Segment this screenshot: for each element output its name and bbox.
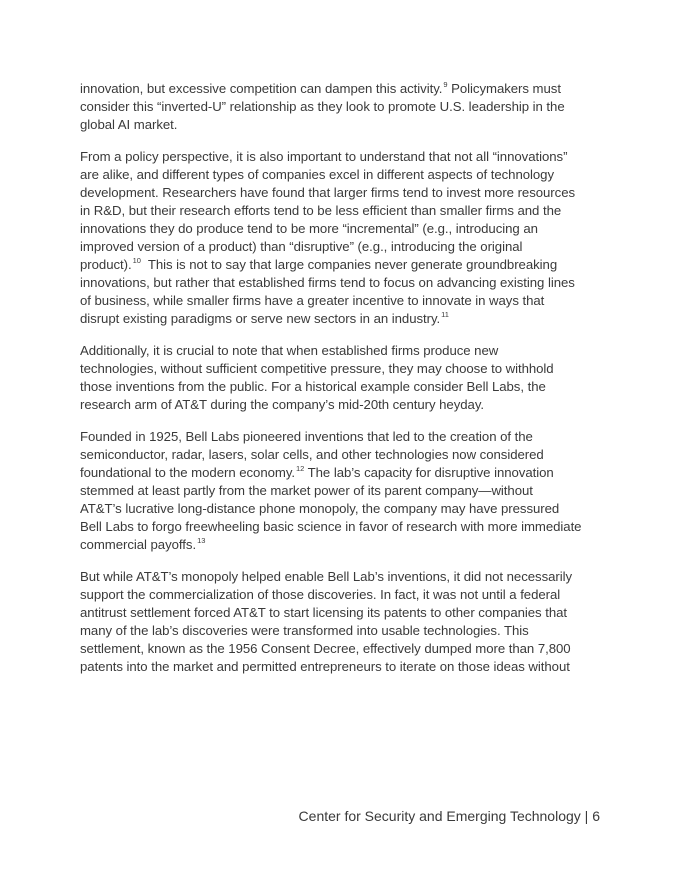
text-segment: many of the lab’s discoveries were transformed into usable technologies. This xyxy=(80,623,529,638)
text-line xyxy=(80,446,610,464)
text-line xyxy=(80,116,610,134)
text-line xyxy=(80,98,610,116)
text-segment: Policymakers must xyxy=(447,81,561,96)
text-segment: antitrust settlement forced AT&T to start licensing its patents to other companies that xyxy=(80,605,568,620)
text-segment: semiconductor, radar, lasers, solar cells, and other technologies now considered xyxy=(80,447,544,462)
paragraph xyxy=(80,342,610,414)
text-segment: Founded in 1925, Bell Labs pioneered inventions that led to the creation of the xyxy=(80,429,533,444)
text-segment: Bell Labs to forgo freewheeling basic science in favor of research with more immediate xyxy=(80,519,582,534)
text-line xyxy=(80,274,610,292)
document-body xyxy=(80,80,610,690)
text-line xyxy=(80,464,610,482)
text-line xyxy=(80,238,610,256)
text-segment: The lab’s capacity for disruptive innovation xyxy=(304,465,554,480)
text-segment: Additionally, it is crucial to note that when established firms produce new xyxy=(80,343,499,358)
text-segment: stemmed at least partly from the market power of its parent company—without xyxy=(80,483,533,498)
text-segment: development. Researchers have found that larger firms tend to invest more resources xyxy=(80,185,576,200)
paragraph xyxy=(80,428,610,554)
paragraph xyxy=(80,80,610,134)
text-segment: innovation, but excessive competition can dampen this activity. xyxy=(80,81,443,96)
text-line xyxy=(80,80,610,98)
footer-separator: | xyxy=(580,808,593,824)
paragraph xyxy=(80,568,610,676)
text-segment: in R&D, but their research efforts tend to be less efficient than smaller firms and the xyxy=(80,203,562,218)
text-line xyxy=(80,586,610,604)
footer-organization: Center for Security and Emerging Technology xyxy=(298,808,581,824)
text-line xyxy=(80,604,610,622)
text-segment: This is not to say that large companies never generate groundbreaking xyxy=(140,257,558,272)
page-footer xyxy=(299,808,600,824)
text-line xyxy=(80,518,610,536)
footnote-reference[interactable]: 9 xyxy=(443,80,448,89)
text-line xyxy=(80,500,610,518)
text-segment: settlement, known as the 1956 Consent Decree, effectively dumped more than 7,800 xyxy=(80,641,571,656)
text-segment: improved version of a product) than “disruptive” (e.g., introducing the original xyxy=(80,239,523,254)
text-line xyxy=(80,396,610,414)
text-line xyxy=(80,184,610,202)
text-line xyxy=(80,482,610,500)
text-line xyxy=(80,536,610,554)
footnote-reference[interactable]: 12 xyxy=(296,464,305,473)
text-segment: research arm of AT&T during the company’s mid-20th century heyday. xyxy=(80,397,484,412)
text-line xyxy=(80,622,610,640)
text-segment: innovations, but rather that established firms tend to focus on advancing existing lines xyxy=(80,275,575,290)
text-line xyxy=(80,640,610,658)
text-line xyxy=(80,202,610,220)
text-segment: patents into the market and permitted entrepreneurs to iterate on those ideas without xyxy=(80,659,570,674)
text-line xyxy=(80,360,610,378)
text-line xyxy=(80,342,610,360)
text-line xyxy=(80,166,610,184)
paragraph xyxy=(80,148,610,328)
text-segment: innovations they do produce tend to be more “incremental” (e.g., introducing an xyxy=(80,221,538,236)
text-line xyxy=(80,428,610,446)
text-line xyxy=(80,658,610,676)
text-line xyxy=(80,568,610,586)
text-segment: disrupt existing paradigms or serve new sectors in an industry. xyxy=(80,311,441,326)
footnote-reference[interactable]: 10 xyxy=(132,256,141,265)
text-line xyxy=(80,378,610,396)
text-segment: From a policy perspective, it is also important to understand that not all “innovations” xyxy=(80,149,568,164)
text-segment: product). xyxy=(80,257,132,272)
text-segment: commercial payoffs. xyxy=(80,537,197,552)
text-line xyxy=(80,148,610,166)
footnote-reference[interactable]: 13 xyxy=(197,536,206,545)
text-segment: foundational to the modern economy. xyxy=(80,465,296,480)
text-segment: technologies, without sufficient competitive pressure, they may choose to withhold xyxy=(80,361,554,376)
text-segment: those inventions from the public. For a historical example consider Bell Labs, the xyxy=(80,379,546,394)
page-number: 6 xyxy=(592,808,600,824)
text-segment: global AI market. xyxy=(80,117,178,132)
text-segment: of business, while smaller firms have a greater incentive to innovate in ways that xyxy=(80,293,545,308)
text-line xyxy=(80,310,610,328)
footnote-reference[interactable]: 11 xyxy=(441,310,449,319)
text-segment: But while AT&T’s monopoly helped enable Bell Lab’s inventions, it did not necessarily xyxy=(80,569,573,584)
text-segment: support the commercialization of those discoveries. In fact, it was not until a federal xyxy=(80,587,561,602)
text-segment: consider this “inverted-U” relationship as they look to promote U.S. leadership in the xyxy=(80,99,565,114)
text-segment: AT&T’s lucrative long-distance phone monopoly, the company may have pressured xyxy=(80,501,560,516)
text-line xyxy=(80,292,610,310)
text-line xyxy=(80,256,610,274)
text-line xyxy=(80,220,610,238)
text-segment: are alike, and different types of companies excel in different aspects of technology xyxy=(80,167,555,182)
